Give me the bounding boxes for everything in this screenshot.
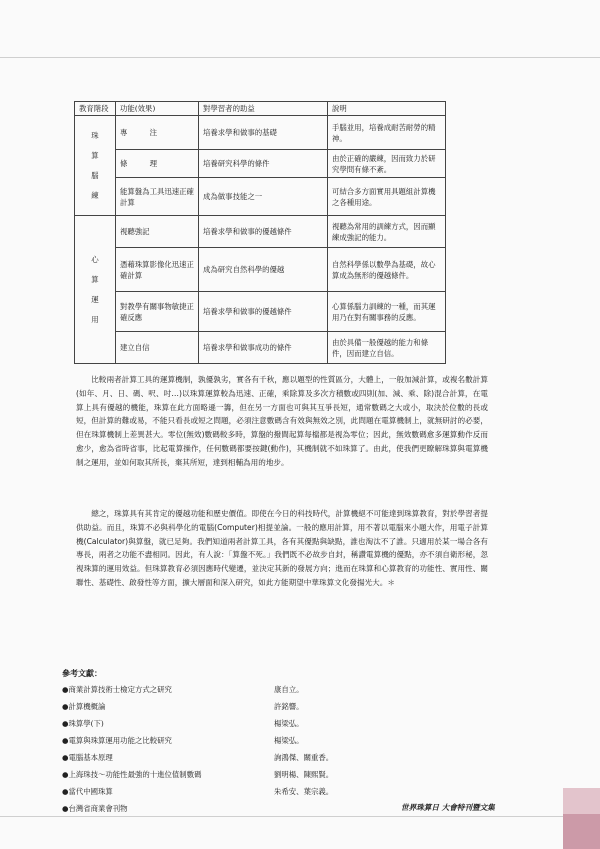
reference-author: 楊梁弘。 [274,736,304,745]
table-row [75,332,446,364]
header-cell: 教育階段 [75,102,116,116]
function-cell: 能算盤為工具迅速正確計算 [116,178,199,216]
reference-title: ●商業計算技術士檢定方式之研究 [62,685,172,694]
benefit-cell: 成為研究自然科學的優越 [199,248,328,292]
benefit-cell: 培養求學和做事的基礎 [199,116,328,150]
reference-title: ●當代中國珠算 [62,787,113,796]
reference-title: ●台灣省商業會刊物 [62,804,128,813]
body-paragraph [76,373,488,470]
phase-char: 練 [91,191,99,200]
bottom-rule [0,816,600,817]
table-row [75,248,446,292]
reference-item [62,752,402,768]
reference-item [62,735,402,751]
function-cell: 視聽強記 [116,216,199,248]
phase-char: 珠 [91,131,99,140]
reference-author: 詢鴻傑、關重香。 [274,753,334,762]
reference-title: ●電腦基本原理 [62,753,113,762]
benefit-cell: 成為做事技能之一 [199,178,328,216]
benefit-cell: 培養求學和做事的優越條件 [199,216,328,248]
reference-author: 康自立。 [274,685,304,694]
note-cell: 心算係腦力訓練的一種，而其運用乃在對有關事務的反應。 [328,292,446,332]
reference-title: ●電算與珠算運用功能之比較研究 [62,736,172,745]
reference-title: ●珠算學(下) [62,719,104,728]
benefit-cell: 培養求學和做事的優越條件 [199,292,328,332]
comparison-table [74,101,446,364]
phase-char: 心 [91,255,99,264]
note-cell: 可結合多方面實用具題組計算機之各種用途。 [328,178,446,216]
table-row [75,292,446,332]
note-cell: 由於正確的嚴練，因而致力於研究學問有條不紊。 [328,150,446,178]
reference-title: ●計算機概論 [62,702,106,711]
phase-cell [75,216,116,364]
table-row [75,116,446,150]
phase-char: 算 [91,151,99,160]
footer-publication-title: 世界珠算日 大會特刊暨文集 [401,803,495,812]
references-heading: 參考文獻： [62,668,102,678]
table-row [75,150,446,178]
benefit-cell: 培養研究科學的條件 [199,150,328,178]
function-cell: 建立自信 [116,332,199,364]
header-cell: 對學習者的助益 [199,102,328,116]
reference-author: 劉明楊、陳熙賢。 [274,770,334,779]
reference-author: 朱希安、葉宗義。 [274,787,334,796]
phase-char: 腦 [91,171,99,180]
body-paragraph [76,507,488,590]
reference-author: 楊梁弘。 [274,719,304,728]
reference-title: ●上海珠技～功能性最強的十進位值制數碼 [62,770,202,779]
note-cell: 手腦並用，培養成耐苦耐勞的精神。 [328,116,446,150]
header-cell: 功能(效果) [116,102,199,116]
phase-cell [75,116,116,216]
header-cell: 說明 [328,102,446,116]
function-cell: 條 理 [116,150,199,178]
note-cell: 自然科學係以數學為基礎，故心算成為無形的優越條件。 [328,248,446,292]
phase-char: 算 [91,275,99,284]
note-cell: 由於具備一般優越的能力和條件，因而建立自信。 [328,332,446,364]
table-row [75,216,446,248]
paragraph-text: 總之，珠算具有其肯定的優越功能和歷史價值。即使在今日的科技時代，計算機絕不可能達到珠算教育，對於學習者提供助益。而且，珠算不必與科學化的電腦(Computer)相提並論。一般的應用計算，用不著以電腦來小題大作，用電子計算機(Calculator)與算盤，就已足夠。我們知道兩者計算工具，各有其優點與缺點，誰也淘汰不了誰。只適用於某一場合各有專長，兩者之功能不盡相同。因此，有人說：「算盤不死。」我們既不必故步自封，稱讚電算機的優點，亦不須自衛形秘，忽視珠算的運用效益。但珠算教育必須因應時代變遷，並決定其新的發展方向；進而在珠算和心算教育的功能性、實用性、關聯性、基礎性、啟發性等方面，擴大層面和深入研究，如此方能期望中華珠算文化發揚光大。＊ [76,509,488,587]
reference-item [62,684,402,700]
paragraph-text: 比較兩者計算工具的運算機制，孰優孰劣，實各有千秋，應以題型的性質區分，大體上，一般加減計算，或複名數計算(如年、月、日、碼、呎、吋…)以珠算運算較為迅速、正確，乘除算及多次方積數或四則(加、減、乘、除)混合計算，在電算上具有優越的機能，珠算在此方面略遜一籌，但在另一方面也可與其互爭長短，通常數碼之大或小，取決於位數的長或短，但計算的難或易，不能只看長或短之問題，必須注意數碼含有效與無效之別，此問題在電算機制上，就無研討的必要，但在珠算機制上差異甚大。零位(無效)數碼較多時，算盤的撥間起算每檔都是視為零位；因此，無效數碼愈多運算動作反而愈少，愈為省時省事，比起電算操作，任何數碼都要按鍵(動作)，其機制就不如珠算了。由此，使我們更瞭解珠算與電算機制之運用，並如何取其所長，棄其所短，達到相輔為用的地步。 [76,375,488,467]
function-cell: 專 注 [116,116,199,150]
function-cell: 憑藉珠算影像化迅速正確計算 [116,248,199,292]
phase-char: 運 [91,295,99,304]
phase-char: 用 [91,315,99,324]
reference-item [62,701,402,717]
benefit-cell: 培養求學和做事成功的條件 [199,332,328,364]
reference-item [62,718,402,734]
reference-item [62,769,402,785]
reference-item [62,786,402,802]
function-cell: 對教學有關事物敏捷正確反應 [116,292,199,332]
note-cell: 視聽為常用的訓練方式，因而顯練成強記的能力。 [328,216,446,248]
top-rule [0,57,600,58]
accent-bar-light [563,788,600,814]
table-header-row [75,102,446,116]
reference-author: 許銘響。 [274,702,304,711]
table-row [75,178,446,216]
accent-bar-dark [563,814,600,849]
